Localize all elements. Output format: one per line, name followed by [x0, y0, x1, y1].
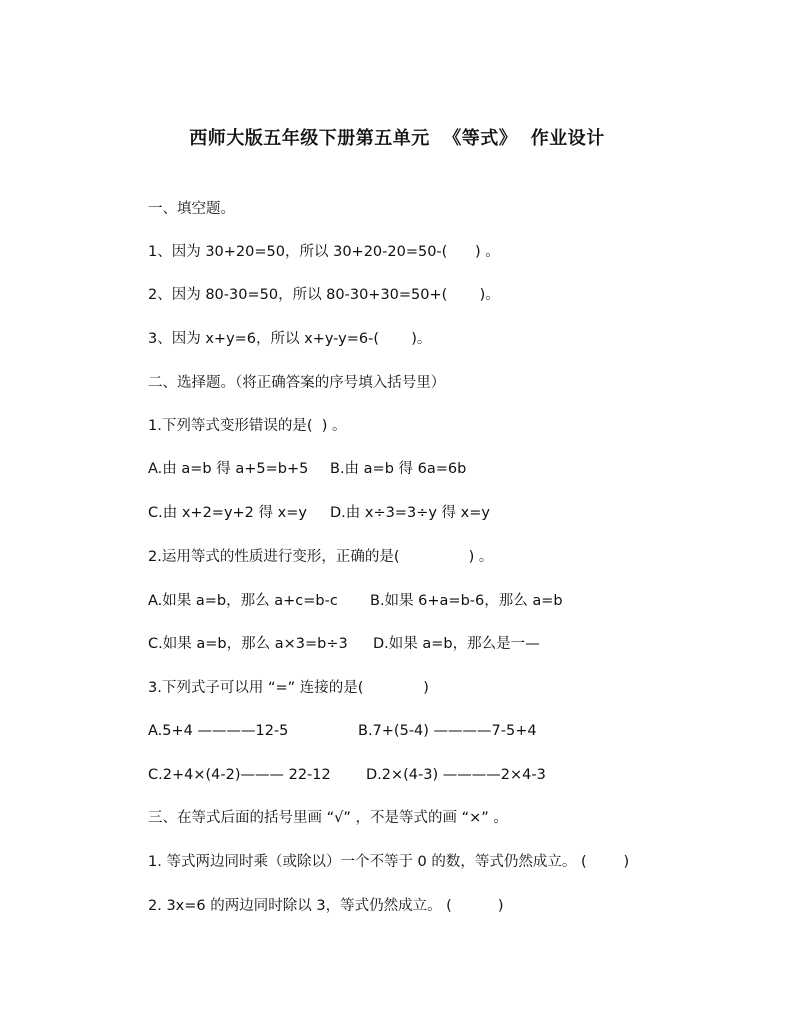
section-3-item-1: 1. 等式两边同时乘（或除以）一个不等于 0 的数，等式仍然成立。 ( ) — [148, 854, 630, 870]
page-title: 西师大版五年级下册第五单元 《等式》 作业设计 — [189, 128, 605, 149]
question-1-option-c: C.由 x+2=y+2 得 x=y — [148, 505, 307, 521]
question-2-option-d: D.如果 a=b，那么是一— — [373, 636, 540, 652]
question-2-option-a: A.如果 a=b，那么 a+c=b-c — [148, 593, 338, 609]
question-1-option-a: A.由 a=b 得 a+5=b+5 — [148, 461, 309, 477]
question-1-stem: 1.下列等式变形错误的是( ) 。 — [148, 418, 347, 434]
question-3-option-d: D.2×(4-3) ————2×4-3 — [366, 767, 546, 783]
section-3-item-2: 2. 3x=6 的两边同时除以 3，等式仍然成立。 ( ) — [148, 898, 504, 914]
question-1-options-row-2 — [148, 503, 668, 523]
question-2-stem: 2.运用等式的性质进行变形，正确的是( ) 。 — [148, 549, 494, 565]
question-3-option-c: C.2+4×(4-2)——— 22-12 — [148, 767, 331, 783]
question-1-option-b: B.由 a=b 得 6a=6b — [330, 461, 467, 477]
section-3-heading: 三、在等式后面的括号里画 “√” ，不是等式的画 “×” 。 — [148, 810, 508, 826]
section-1-item-1: 1、因为 30+20=50，所以 30+20-20=50-( ) 。 — [148, 244, 500, 260]
question-3-options-row-1 — [148, 721, 668, 741]
question-2-options-row-2 — [148, 634, 668, 654]
question-3-option-b: B.7+(5-4) ————7-5+4 — [358, 723, 537, 739]
question-2-option-b: B.如果 6+a=b-6，那么 a=b — [370, 593, 563, 609]
question-2-option-c: C.如果 a=b，那么 a×3=b÷3 — [148, 636, 348, 652]
question-3-options-row-2 — [148, 765, 668, 785]
section-1-heading: 一、填空题。 — [148, 201, 235, 217]
question-2-options-row-1 — [148, 591, 668, 611]
question-1-options-row-1 — [148, 459, 668, 479]
section-1-item-3: 3、因为 x+y=6，所以 x+y-y=6-( )。 — [148, 331, 432, 347]
section-2-heading: 二、选择题。（将正确答案的序号填入括号里） — [148, 375, 446, 391]
question-3-stem: 3.下列式子可以用 “=” 连接的是( ) — [148, 680, 429, 696]
question-1-option-d: D.由 x÷3=3÷y 得 x=y — [330, 505, 490, 521]
section-1-item-2: 2、因为 80-30=50，所以 80-30+30=50+( )。 — [148, 287, 500, 303]
question-3-option-a: A.5+4 ————12-5 — [148, 723, 289, 739]
